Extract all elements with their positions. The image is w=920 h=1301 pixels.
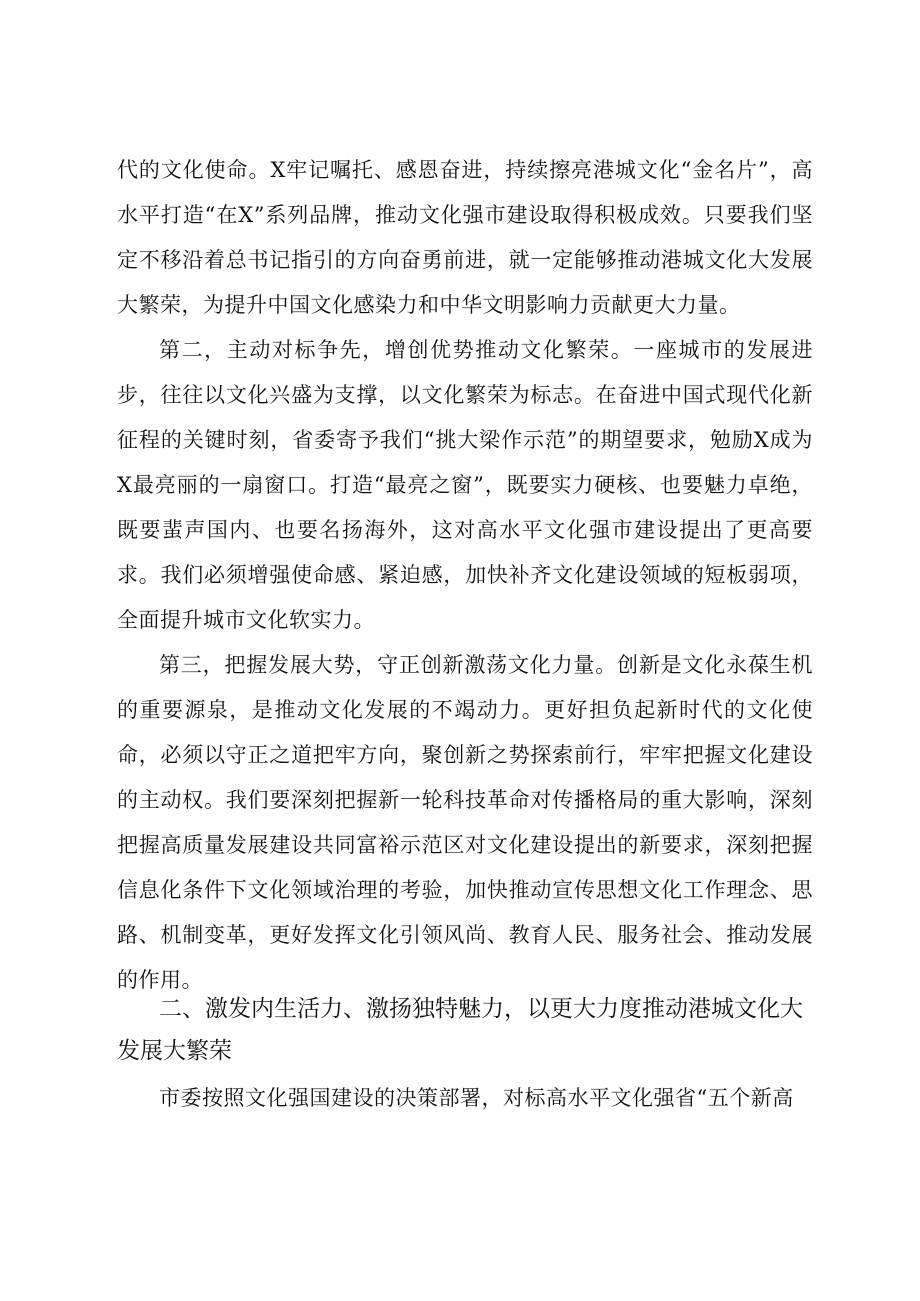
paragraph-second-point: 第二，主动对标争先，增创优势推动文化繁荣。一座城市的发展进步，往往以文化兴盛为支撑，以文化繁荣为标志。在奋进中国式现代化新征程的关键时刻，省委寄予我们“挑大梁作示范”的期望要求，勉励X成为X最亮丽的一扇窗口。打造“最亮之窗”，既要实力硬核、也要魅力卓绝，既要蜚声国内、也要名扬海外，这对高水平文化强市建设提出了更高要求。我们必须增强使命感、紧迫感，加快补齐文化建设领域的短板弱项，全面提升城市文化软实力。 [117, 338, 813, 632]
closing-text-block [117, 1076, 813, 1121]
body-text-block [117, 148, 813, 1003]
paragraph-continuation: 代的文化使命。X牢记嘱托、感恩奋进，持续擦亮港城文化“金名片”，高水平打造“在X”系列品牌，推动文化强市建设取得积极成效。只要我们坚定不移沿着总书记指引的方向奋勇前进，就一定能够推动港城文化大发展大繁荣，为提升中国文化感染力和中华文明影响力贡献更大力量。 [117, 158, 813, 317]
section-heading-line2: 发展大繁荣 [117, 1038, 232, 1064]
section-heading-line1: 二、激发内生活力、激扬独特魅力，以更大力度推动港城文化大 [159, 996, 803, 1022]
paragraph-closing: 市委按照文化强国建设的决策部署，对标高水平文化强省“五个新高 [159, 1086, 794, 1110]
section-heading [117, 988, 819, 1072]
paragraph-third-point: 第三，把握发展大势，守正创新激荡文化力量。创新是文化永葆生机的重要源泉，是推动文化发展的不竭动力。更好担负起新时代的文化使命，必须以守正之道把牢方向，聚创新之势探索前行，牢牢把握文化建设的主动权。我们要深刻把握新一轮科技革命对传播格局的重大影响，深刻把握高质量发展建设共同富裕示范区对文化建设提出的新要求，深刻把握信息化条件下文化领域治理的考验，加快推动宣传思想文化工作理念、思路、机制变革，更好发挥文化引领风尚、教育人民、服务社会、推动发展的作用。 [117, 653, 813, 992]
